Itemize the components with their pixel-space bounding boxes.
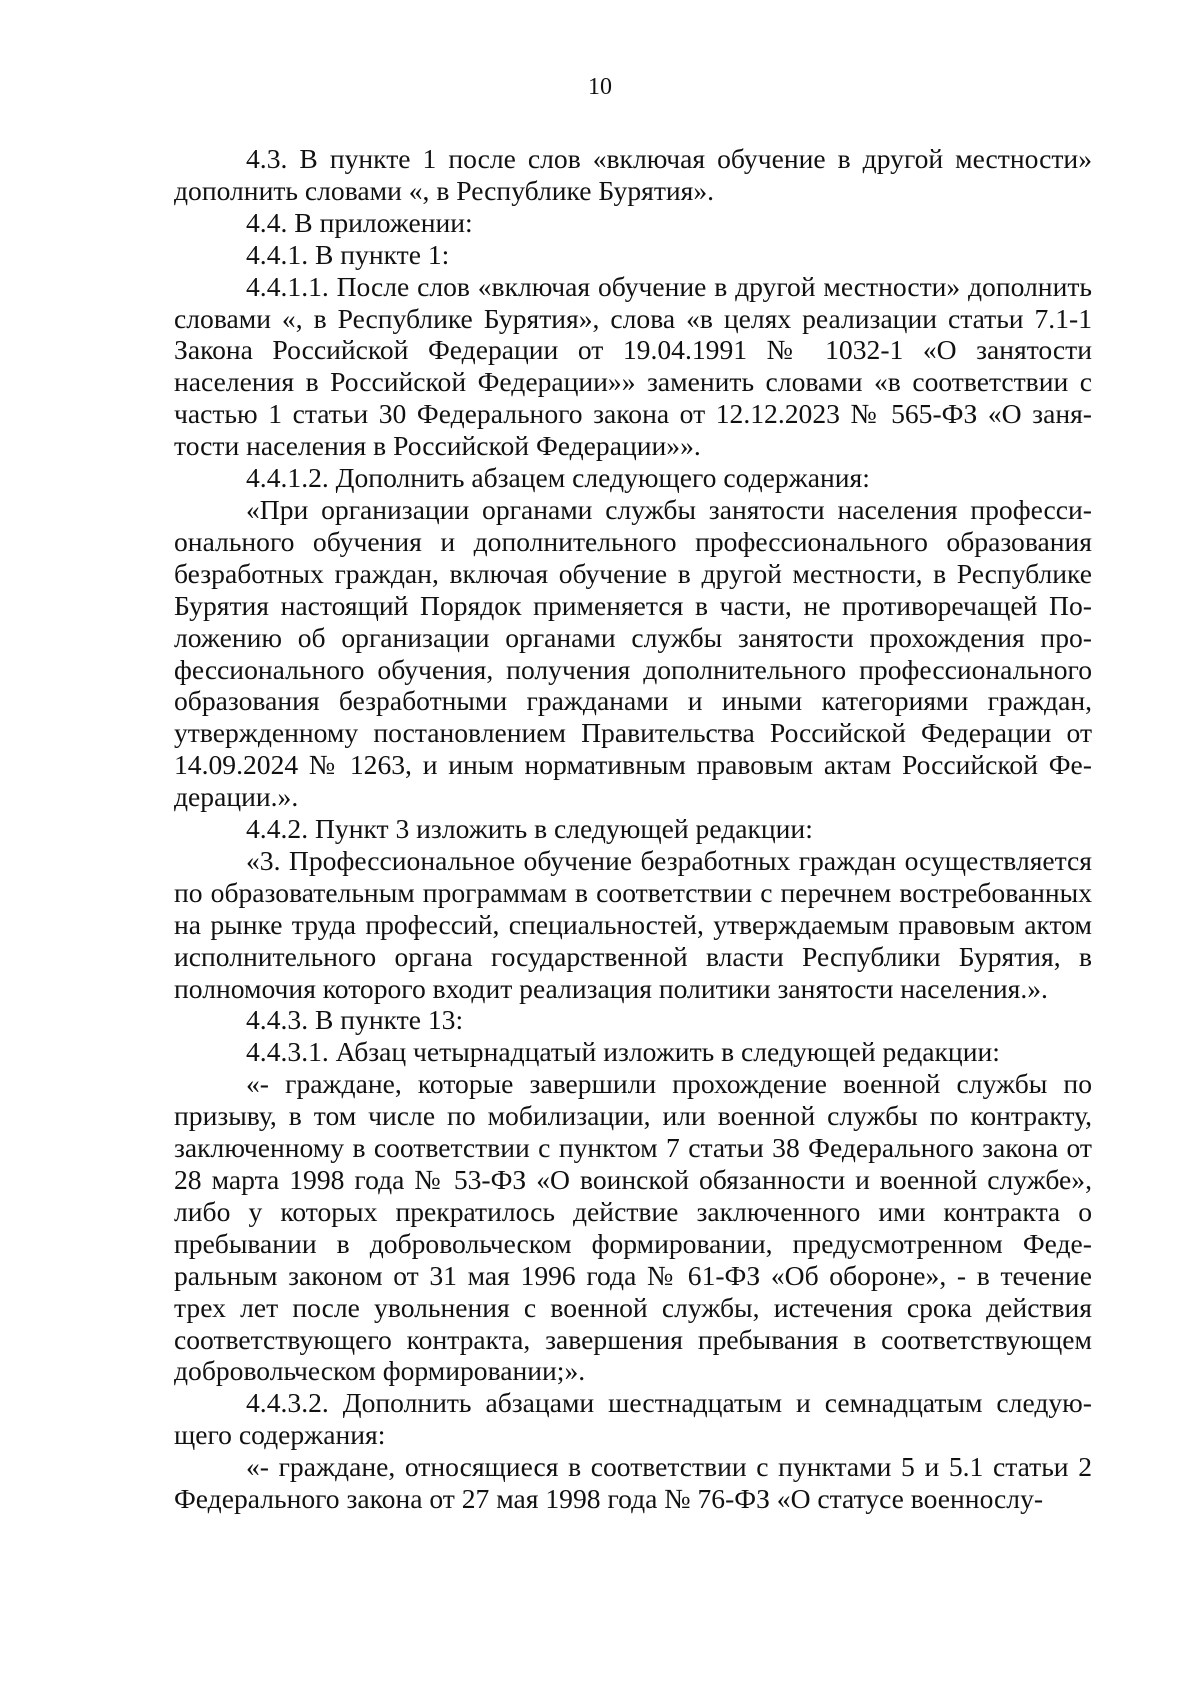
paragraph-4-4-1-2: 4.4.1.2. Дополнить абзацем следующего содержания: bbox=[246, 462, 870, 494]
paragraph-4-4-3-1: 4.4.3.1. Абзац четырнадцатый изложить в следующей редакции: bbox=[246, 1036, 1000, 1068]
paragraph-quote-item-3: «3. Профессиональное обучение безработных граждан осуществляется по образовательным программам в соответствии с перечнем востребованных на рынке труда профессий, специальностей, утверждаемым правовым актом исполнительного органа государственной власти Республики Бурятия, в полномочия которого входит реализация политики занятости населения.». bbox=[174, 844, 1092, 1004]
paragraph-4-4-2: 4.4.2. Пункт 3 изложить в следующей редакции: bbox=[246, 813, 813, 845]
paragraph-4-4-1-1: 4.4.1.1. После слов «включая обучение в другой местности» дополнить словами «, в Республике Бурятия», слова «в целях реализации статьи 7.1-1 Закона Российской Федерации от 19.04.1991 № 1032-1 «О занятости населения в Российской Федерации»» заменить словами «в соответствии с частью 1 статьи 30 Федерального закона от 12.12.2023 № 565-ФЗ «О занятости населения в Российской Федерации»». bbox=[174, 270, 1092, 462]
paragraph-4-3: 4.3. В пункте 1 после слов «включая обучение в другой местности» дополнить словами «, в Республике Бурятия». bbox=[174, 143, 1092, 206]
paragraph-4-4-1: 4.4.1. В пункте 1: bbox=[246, 238, 450, 270]
paragraph-quote-order: «При организации органами службы занятости населения профессионального обучения и дополнительного профессионального образования безработных граждан, включая обучение в другой местности, в Республике Бурятия настоящий Порядок применяется в части, не противоречащей Положению об организации органами службы занятости прохождения профессионального обучения, получения дополнительного профессионального образования безработными гражданами и иными категориями граждан, утвержденному постановлением Правительства Российской Федерации от 14.09.2024 № 1263, и иным нормативным правовым актам Российской Федерации.». bbox=[174, 493, 1092, 813]
paragraph-4-4: 4.4. В приложении: bbox=[246, 206, 473, 238]
paragraph-quote-citizens-status: «- граждане, относящиеся в соответствии с пунктами 5 и 5.1 статьи 2 Федерального закона от 27 мая 1998 года № 76-ФЗ «О статусе военнослу- bbox=[174, 1451, 1092, 1515]
document-body bbox=[174, 143, 1092, 1515]
paragraph-quote-citizens-military: «- граждане, которые завершили прохождение военной службы по призыву, в том числе по мобилизации, или военной службы по контракту, заключенному в соответствии с пунктом 7 статьи 38 Федерального закона от 28 марта 1998 года № 53-ФЗ «О воинской обязанности и военной службе», либо у которых прекратилось действие заключенного ими контракта о пребывании в добровольческом формировании, предусмотренном Федеральным законом от 31 мая 1996 года № 61-ФЗ «Об обороне», - в течение трех лет после увольнения с военной службы, истечения срока действия соответствующего контракта, завершения пребывания в соответствующем добровольческом формировании;». bbox=[174, 1068, 1092, 1387]
page-number: 10 bbox=[588, 74, 612, 100]
paragraph-4-4-3-2: 4.4.3.2. Дополнить абзацами шестнадцатым и семнадцатым следующего содержания: bbox=[174, 1387, 1092, 1451]
paragraph-4-4-3: 4.4.3. В пункте 13: bbox=[246, 1004, 464, 1036]
